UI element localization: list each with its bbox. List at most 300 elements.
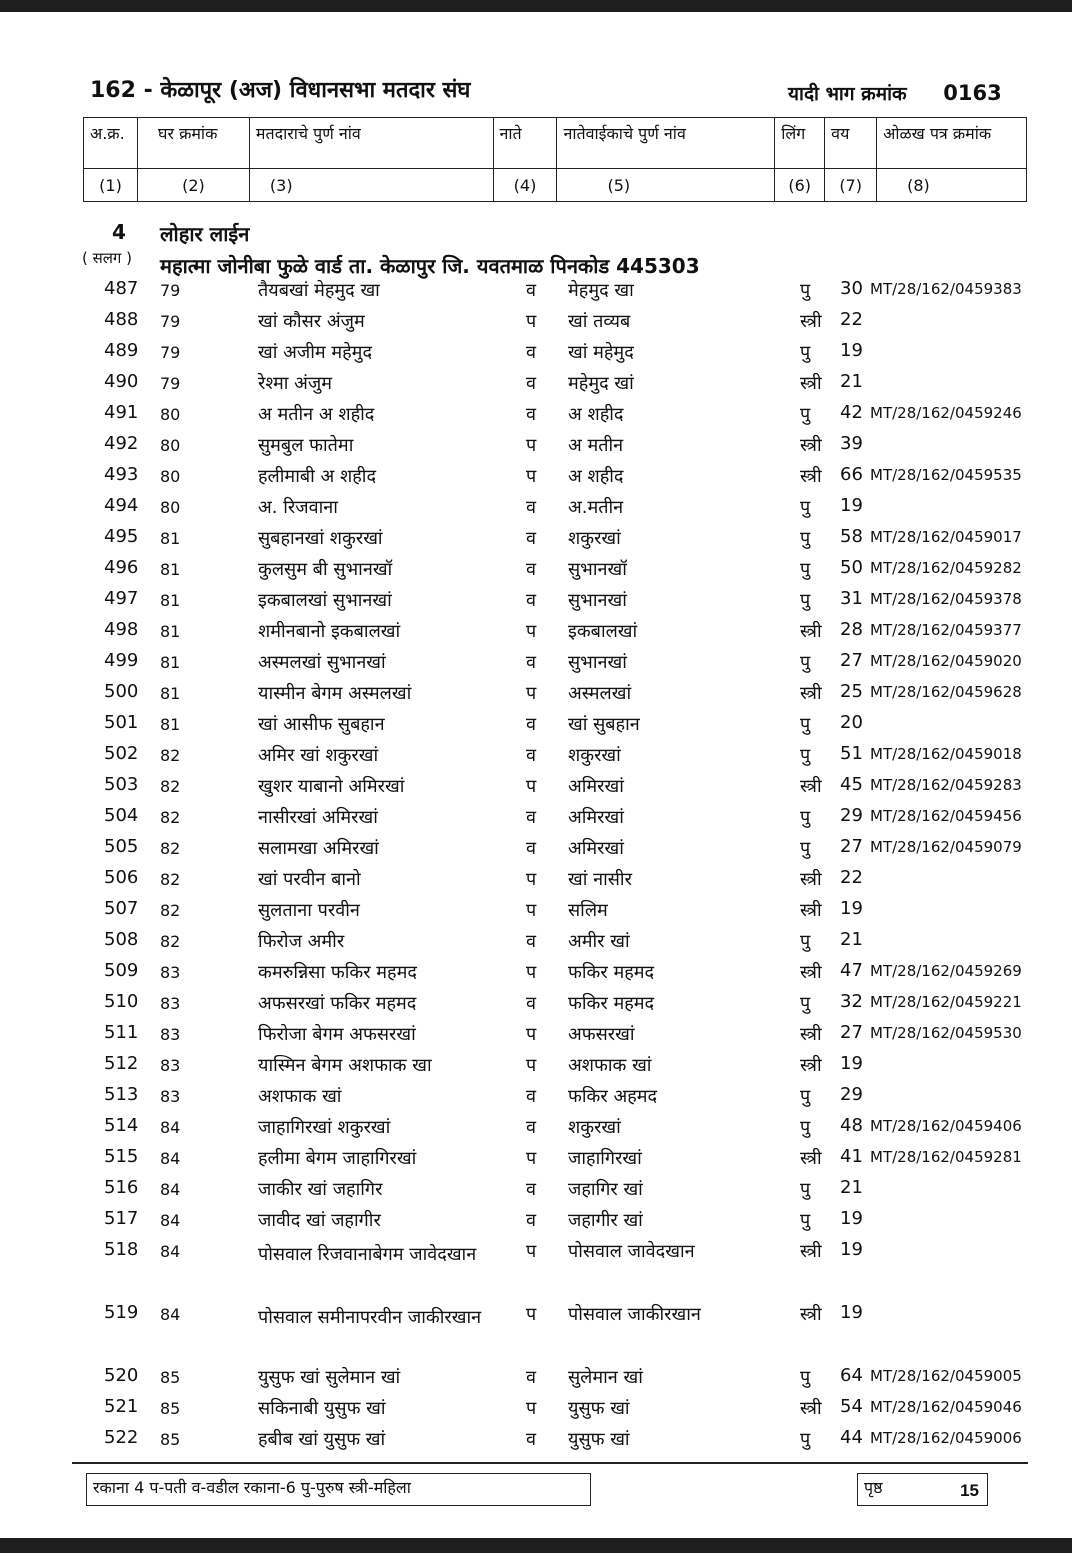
id-card-number: MT/28/162/0459020	[870, 652, 1022, 670]
house-number: 84	[160, 1149, 181, 1168]
voter-name: नासीरखां अमिरखां	[258, 807, 378, 828]
col-number: (8)	[877, 169, 1027, 202]
col-number: (3)	[249, 169, 493, 202]
age: 27	[840, 650, 863, 671]
gender: पु	[800, 497, 811, 518]
part-label: यादी भाग क्रमांक	[788, 83, 907, 105]
voter-row	[0, 650, 1072, 681]
voter-row	[0, 588, 1072, 619]
voter-name: जाहागिरखां शकुरखां	[258, 1117, 391, 1138]
serial-number: 490	[104, 371, 139, 392]
gender: पु	[800, 1117, 811, 1138]
voter-name: हलीमा बेगम जाहागिरखां	[258, 1148, 417, 1169]
voter-name: यास्मीन बेगम अस्मलखां	[258, 683, 412, 704]
relative-name: जहागिर खां	[568, 1179, 643, 1200]
part-number-label	[788, 80, 1002, 106]
gender: पु	[800, 528, 811, 549]
voter-row	[0, 1084, 1072, 1115]
relative-name: युसुफ खां	[568, 1398, 630, 1419]
age: 25	[840, 681, 863, 702]
id-card-number: MT/28/162/0459281	[870, 1148, 1022, 1166]
voter-row	[0, 433, 1072, 464]
age: 19	[840, 1208, 863, 1229]
serial-number: 506	[104, 867, 139, 888]
relation-code: व	[526, 404, 537, 425]
serial-number: 505	[104, 836, 139, 857]
relative-name: अस्मलखां	[568, 683, 632, 704]
voter-name: इकबालखां सुभानखां	[258, 590, 392, 611]
id-card-number: MT/28/162/0459017	[870, 528, 1022, 546]
voter-name: अस्मलखां सुभानखां	[258, 652, 386, 673]
age: 27	[840, 836, 863, 857]
house-number: 82	[160, 839, 181, 858]
age: 66	[840, 464, 863, 485]
constituency-title: 162 - केळापूर (अज) विधानसभा मतदार संघ	[90, 78, 471, 103]
relation-code: प	[526, 683, 537, 704]
voter-row	[0, 681, 1072, 712]
relative-name: खां सुबहान	[568, 714, 640, 735]
id-card-number: MT/28/162/0459283	[870, 776, 1022, 794]
relation-code: प	[526, 1398, 537, 1419]
col-number: (1)	[84, 169, 138, 202]
voter-name: सुलताना परवीन	[258, 900, 360, 921]
age: 45	[840, 774, 863, 795]
voter-name: हबीब खां युसुफ खां	[258, 1429, 386, 1450]
age: 54	[840, 1396, 863, 1417]
relation-code: व	[526, 373, 537, 394]
document-page	[0, 12, 1072, 1538]
relative-name: जहागीर खां	[568, 1210, 643, 1231]
serial-number: 511	[104, 1022, 139, 1043]
house-number: 81	[160, 684, 181, 703]
page-number: 15	[960, 1481, 979, 1500]
relative-name: खां नासीर	[568, 869, 632, 890]
col-number: (4)	[493, 169, 557, 202]
relative-name: खां तव्यब	[568, 311, 631, 332]
relative-name: अमिरखां	[568, 807, 624, 828]
voter-name: सुमबुल फातेमा	[258, 435, 354, 456]
voter-row	[0, 495, 1072, 526]
gender: पु	[800, 590, 811, 611]
relation-code: प	[526, 466, 537, 487]
relative-name: जाहागिरखां	[568, 1148, 642, 1169]
house-number: 83	[160, 1025, 181, 1044]
house-number: 84	[160, 1242, 181, 1261]
gender: पु	[800, 342, 811, 363]
relative-name: अफसरखां	[568, 1024, 635, 1045]
age: 51	[840, 743, 863, 764]
house-number: 82	[160, 901, 181, 920]
voter-row	[0, 1115, 1072, 1146]
voter-row	[0, 743, 1072, 774]
age: 39	[840, 433, 863, 454]
house-number: 83	[160, 1056, 181, 1075]
age: 19	[840, 898, 863, 919]
voter-row	[0, 805, 1072, 836]
serial-number: 487	[104, 278, 139, 299]
relative-name: अ मतीन	[568, 435, 624, 456]
house-number: 83	[160, 1087, 181, 1106]
voter-name: सकिनाबी युसुफ खां	[258, 1398, 386, 1419]
serial-number: 494	[104, 495, 139, 516]
serial-note: ( सलग )	[82, 249, 132, 267]
section-number: 4	[112, 220, 126, 244]
relative-name: सुभानखॉ	[568, 559, 627, 580]
id-card-number: MT/28/162/0459530	[870, 1024, 1022, 1042]
house-number: 83	[160, 963, 181, 982]
relative-name: मेहमुद खा	[568, 280, 634, 301]
relation-code: व	[526, 838, 537, 859]
section-address: महात्मा जोनीबा फुळे वार्ड ता. केळापुर जि. यवतमाळ पिनकोड 445303	[160, 254, 700, 278]
relative-name: शकुरखां	[568, 528, 621, 549]
house-number: 81	[160, 560, 181, 579]
voter-row	[0, 464, 1072, 495]
serial-number: 497	[104, 588, 139, 609]
relative-name: अमिरखां	[568, 776, 624, 797]
gender: पु	[800, 931, 811, 952]
col-header: मतदाराचे पुर्ण नांव	[249, 118, 493, 169]
voter-row	[0, 867, 1072, 898]
voter-name: शमीनबानो इकबालखां	[258, 621, 401, 642]
voter-row	[0, 1302, 1072, 1333]
serial-number: 496	[104, 557, 139, 578]
gender: स्त्री	[800, 962, 822, 983]
serial-number: 495	[104, 526, 139, 547]
id-card-number: MT/28/162/0459628	[870, 683, 1022, 701]
house-number: 84	[160, 1211, 181, 1230]
house-number: 82	[160, 808, 181, 827]
id-card-number: MT/28/162/0459383	[870, 280, 1022, 298]
serial-number: 503	[104, 774, 139, 795]
voter-row	[0, 836, 1072, 867]
gender: स्त्री	[800, 869, 822, 890]
col-header: नातेवाईकाचे पुर्ण नांव	[557, 118, 775, 169]
gender: स्त्री	[800, 683, 822, 704]
serial-number: 522	[104, 1427, 139, 1448]
gender: स्त्री	[800, 1241, 822, 1262]
serial-number: 521	[104, 1396, 139, 1417]
age: 29	[840, 1084, 863, 1105]
relation-code: व	[526, 1086, 537, 1107]
voter-name: खां कौसर अंजुम	[258, 311, 365, 332]
voter-row	[0, 1053, 1072, 1084]
house-number: 80	[160, 436, 181, 455]
relation-code: प	[526, 1241, 537, 1262]
relation-code: व	[526, 497, 537, 518]
col-number: (7)	[825, 169, 877, 202]
voter-name: अफसरखां फकिर महमद	[258, 993, 417, 1014]
gender: पु	[800, 993, 811, 1014]
column-number-row	[84, 169, 1027, 202]
id-card-number: MT/28/162/0459282	[870, 559, 1022, 577]
age: 32	[840, 991, 863, 1012]
age: 22	[840, 309, 863, 330]
id-card-number: MT/28/162/0459377	[870, 621, 1022, 639]
relation-code: व	[526, 1117, 537, 1138]
id-card-number: MT/28/162/0459269	[870, 962, 1022, 980]
house-number: 81	[160, 622, 181, 641]
voter-name: पोसवाल रिजवानाबेगम जावेदखान	[258, 1244, 477, 1265]
column-header-row	[84, 118, 1027, 169]
house-number: 81	[160, 715, 181, 734]
relative-name: शकुरखां	[568, 1117, 621, 1138]
house-number: 82	[160, 746, 181, 765]
age: 58	[840, 526, 863, 547]
gender: स्त्री	[800, 1304, 822, 1325]
age: 19	[840, 1053, 863, 1074]
age: 27	[840, 1022, 863, 1043]
relative-name: युसुफ खां	[568, 1429, 630, 1450]
gender: स्त्री	[800, 435, 822, 456]
relation-code: प	[526, 900, 537, 921]
col-header: नाते	[493, 118, 557, 169]
age: 64	[840, 1365, 863, 1386]
relation-code: व	[526, 342, 537, 363]
voter-row	[0, 340, 1072, 371]
gender: पु	[800, 1179, 811, 1200]
id-card-number: MT/28/162/0459456	[870, 807, 1022, 825]
relation-code: व	[526, 1367, 537, 1388]
age: 19	[840, 1239, 863, 1260]
house-number: 80	[160, 405, 181, 424]
col-number: (2)	[137, 169, 249, 202]
relation-code: व	[526, 1179, 537, 1200]
voter-row	[0, 1365, 1072, 1396]
age: 41	[840, 1146, 863, 1167]
relation-code: व	[526, 652, 537, 673]
relation-code: प	[526, 1024, 537, 1045]
serial-number: 513	[104, 1084, 139, 1105]
voter-row	[0, 1396, 1072, 1427]
relation-code: व	[526, 745, 537, 766]
voter-name: हलीमाबी अ शहीद	[258, 466, 377, 487]
gender: पु	[800, 807, 811, 828]
serial-number: 515	[104, 1146, 139, 1167]
gender: पु	[800, 1367, 811, 1388]
house-number: 84	[160, 1305, 181, 1324]
age: 30	[840, 278, 863, 299]
voter-name: जावीद खां जहागीर	[258, 1210, 381, 1231]
gender: स्त्री	[800, 466, 822, 487]
relative-name: महेमुद खां	[568, 373, 634, 394]
age: 22	[840, 867, 863, 888]
serial-number: 500	[104, 681, 139, 702]
gender: पु	[800, 1429, 811, 1450]
relative-name: अशफाक खां	[568, 1055, 652, 1076]
age: 48	[840, 1115, 863, 1136]
id-card-number: MT/28/162/0459046	[870, 1398, 1022, 1416]
col-number: (6)	[775, 169, 825, 202]
voter-row	[0, 929, 1072, 960]
voter-row	[0, 1146, 1072, 1177]
relative-name: पोसवाल जावेदखान	[568, 1241, 695, 1262]
voter-row	[0, 712, 1072, 743]
page-number-box	[857, 1473, 988, 1506]
serial-number: 491	[104, 402, 139, 423]
age: 19	[840, 340, 863, 361]
col-header: वय	[825, 118, 877, 169]
relative-name: फकिर अहमद	[568, 1086, 658, 1107]
voter-row	[0, 1427, 1072, 1458]
relation-code: व	[526, 931, 537, 952]
relative-name: पोसवाल जाकीरखान	[568, 1304, 701, 1325]
id-card-number: MT/28/162/0459535	[870, 466, 1022, 484]
voter-name: अ मतीन अ शहीद	[258, 404, 375, 425]
serial-number: 502	[104, 743, 139, 764]
relative-name: अ शहीद	[568, 404, 624, 425]
voter-name: जाकीर खां जहागिर	[258, 1179, 383, 1200]
relative-name: सुलेमान खां	[568, 1367, 643, 1388]
gender: स्त्री	[800, 1055, 822, 1076]
age: 21	[840, 929, 863, 950]
part-number: 0163	[943, 81, 1002, 105]
serial-number: 512	[104, 1053, 139, 1074]
serial-number: 488	[104, 309, 139, 330]
voter-name: अशफाक खां	[258, 1086, 342, 1107]
relation-code: प	[526, 776, 537, 797]
gender: पु	[800, 652, 811, 673]
serial-number: 498	[104, 619, 139, 640]
house-number: 84	[160, 1118, 181, 1137]
relation-code: प	[526, 311, 537, 332]
gender: पु	[800, 404, 811, 425]
gender: पु	[800, 1210, 811, 1231]
id-card-number: MT/28/162/0459378	[870, 590, 1022, 608]
relation-code: व	[526, 1429, 537, 1450]
relative-name: अ शहीद	[568, 466, 624, 487]
gender: पु	[800, 559, 811, 580]
gender: पु	[800, 838, 811, 859]
house-number: 79	[160, 343, 181, 362]
house-number: 80	[160, 467, 181, 486]
age: 44	[840, 1427, 863, 1448]
house-number: 85	[160, 1399, 181, 1418]
voter-name: पोसवाल समीनापरवीन जाकीरखान	[258, 1307, 482, 1328]
serial-number: 514	[104, 1115, 139, 1136]
relation-code: व	[526, 528, 537, 549]
relative-name: इकबालखां	[568, 621, 638, 642]
gender: स्त्री	[800, 311, 822, 332]
voter-name: फिरोज अमीर	[258, 931, 345, 952]
voter-name: फिरोजा बेगम अफसरखां	[258, 1024, 416, 1045]
relation-code: व	[526, 590, 537, 611]
voter-row	[0, 1208, 1072, 1239]
voter-row	[0, 402, 1072, 433]
voter-name: खां परवीन बानो	[258, 869, 361, 890]
house-number: 79	[160, 374, 181, 393]
voter-row	[0, 960, 1072, 991]
column-header-table	[83, 117, 1027, 202]
voter-row	[0, 1239, 1072, 1270]
house-number: 82	[160, 777, 181, 796]
relative-name: अमीर खां	[568, 931, 630, 952]
serial-number: 516	[104, 1177, 139, 1198]
relation-code: प	[526, 1055, 537, 1076]
age: 47	[840, 960, 863, 981]
footer-divider	[72, 1462, 1028, 1464]
gender: स्त्री	[800, 373, 822, 394]
relative-name: फकिर महमद	[568, 962, 655, 983]
col-header: ओळख पत्र क्रमांक	[877, 118, 1027, 169]
voter-row	[0, 898, 1072, 929]
serial-number: 501	[104, 712, 139, 733]
serial-number: 510	[104, 991, 139, 1012]
age: 19	[840, 495, 863, 516]
voter-name: सलामखा अमिरखां	[258, 838, 379, 859]
age: 28	[840, 619, 863, 640]
house-number: 79	[160, 281, 181, 300]
voter-row	[0, 1022, 1072, 1053]
voter-name: कुलसुम बी सुभानखॉ	[258, 559, 393, 580]
col-number: (5)	[557, 169, 775, 202]
id-card-number: MT/28/162/0459018	[870, 745, 1022, 763]
house-number: 81	[160, 653, 181, 672]
gender: पु	[800, 745, 811, 766]
serial-number: 519	[104, 1302, 139, 1323]
relation-code: प	[526, 869, 537, 890]
age: 50	[840, 557, 863, 578]
relation-code: व	[526, 807, 537, 828]
gender: स्त्री	[800, 1024, 822, 1045]
voter-row	[0, 526, 1072, 557]
house-number: 80	[160, 498, 181, 517]
age: 20	[840, 712, 863, 733]
serial-number: 492	[104, 433, 139, 454]
id-card-number: MT/28/162/0459006	[870, 1429, 1022, 1447]
house-number: 83	[160, 994, 181, 1013]
relation-code: प	[526, 435, 537, 456]
relative-name: शकुरखां	[568, 745, 621, 766]
voter-row	[0, 557, 1072, 588]
age: 31	[840, 588, 863, 609]
serial-number: 489	[104, 340, 139, 361]
house-number: 84	[160, 1180, 181, 1199]
voter-name: अमिर खां शकुरखां	[258, 745, 379, 766]
voter-row	[0, 991, 1072, 1022]
id-card-number: MT/28/162/0459246	[870, 404, 1022, 422]
house-number: 81	[160, 591, 181, 610]
house-number: 82	[160, 870, 181, 889]
relative-name: अ.मतीन	[568, 497, 624, 518]
gender: स्त्री	[800, 1398, 822, 1419]
id-card-number: MT/28/162/0459221	[870, 993, 1022, 1011]
voter-row	[0, 371, 1072, 402]
serial-number: 517	[104, 1208, 139, 1229]
relative-name: सलिम	[568, 900, 608, 921]
relative-name: सुभानखां	[568, 590, 627, 611]
serial-number: 499	[104, 650, 139, 671]
id-card-number: MT/28/162/0459079	[870, 838, 1022, 856]
age: 21	[840, 371, 863, 392]
page-label: पृष्ठ	[864, 1478, 883, 1497]
house-number: 79	[160, 312, 181, 331]
serial-number: 518	[104, 1239, 139, 1260]
relation-code: व	[526, 993, 537, 1014]
relation-code: प	[526, 1304, 537, 1325]
voter-name: अ. रिजवाना	[258, 497, 338, 518]
voter-row	[0, 774, 1072, 805]
voter-name: युसुफ खां सुलेमान खां	[258, 1367, 401, 1388]
serial-number: 508	[104, 929, 139, 950]
gender: पु	[800, 1086, 811, 1107]
gender: पु	[800, 714, 811, 735]
voter-name: खां अजीम महेमुद	[258, 342, 373, 363]
col-header: घर क्रमांक	[137, 118, 249, 169]
house-number: 85	[160, 1368, 181, 1387]
house-number: 82	[160, 932, 181, 951]
relative-name: खां महेमुद	[568, 342, 634, 363]
id-card-number: MT/28/162/0459005	[870, 1367, 1022, 1385]
